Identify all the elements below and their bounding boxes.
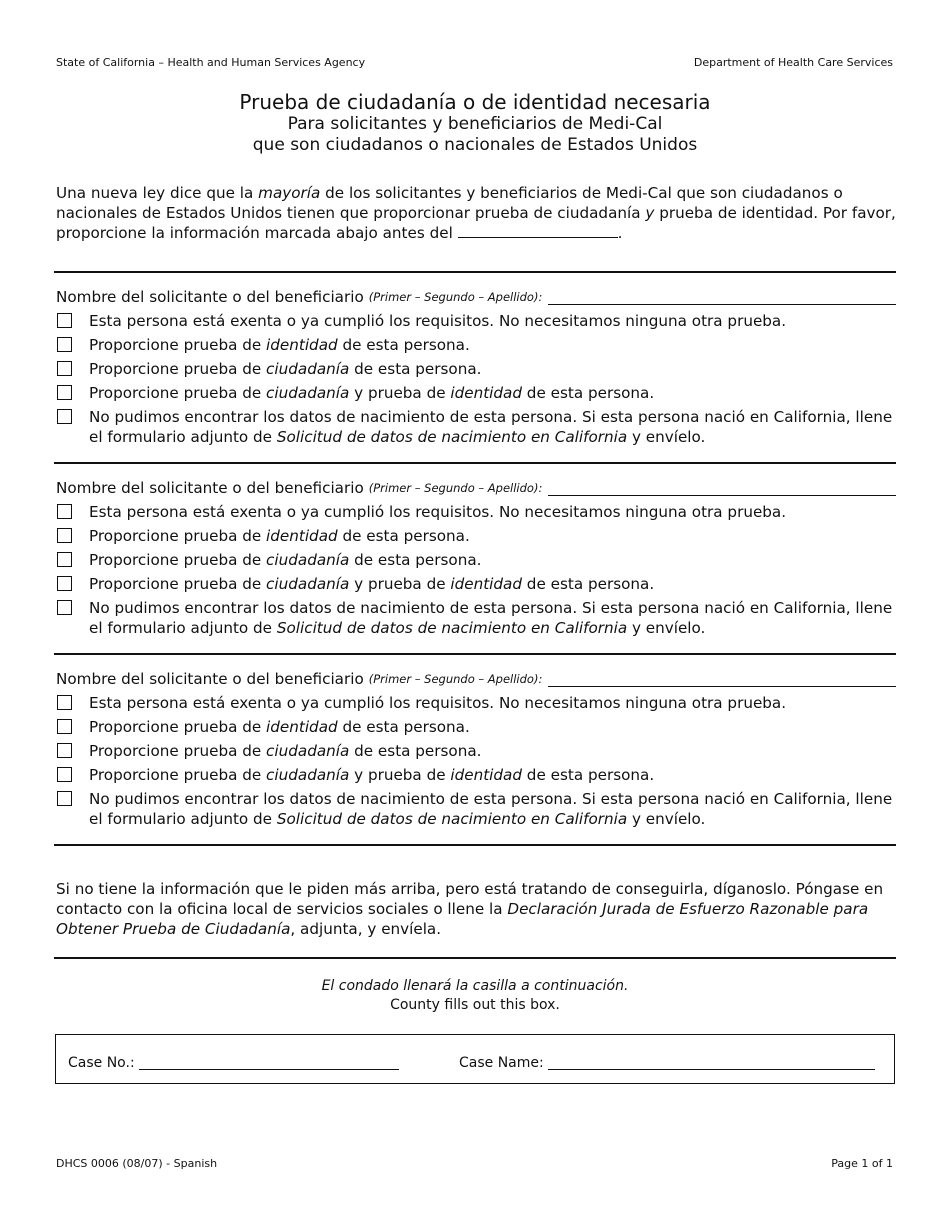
option-emphasis: Solicitud de datos de nacimiento en California (276, 619, 628, 637)
applicant-name-label: Nombre del solicitante o del beneficiario (56, 479, 364, 497)
county-box (55, 1034, 895, 1084)
option-emphasis: identidad (266, 718, 338, 736)
option-emphasis: ciudadanía (266, 742, 350, 760)
applicant-name-field[interactable] (548, 290, 896, 305)
option-citizenship-identity (56, 574, 896, 594)
checkbox[interactable] (57, 767, 72, 782)
title-block (0, 90, 950, 156)
divider (54, 844, 896, 846)
option-identity (56, 526, 896, 546)
checkbox[interactable] (57, 528, 72, 543)
option-text: Proporcione prueba de (89, 766, 267, 784)
applicant-name-row (56, 287, 896, 307)
intro-text: Una nueva ley dice que la (56, 184, 259, 202)
applicant-section-1 (56, 287, 896, 447)
applicant-name-field[interactable] (548, 672, 896, 687)
applicant-name-label: Nombre del solicitante o del beneficiario (56, 288, 364, 306)
option-text: y prueba de (349, 384, 451, 402)
case-name-group (459, 1055, 875, 1071)
option-text: Proporcione prueba de (89, 742, 267, 760)
option-identity (56, 717, 896, 737)
option-text: Proporcione prueba de (89, 527, 267, 545)
case-name-field[interactable] (548, 1055, 875, 1070)
option-text: Esta persona está exenta o ya cumplió los requisitos. No necesitamos ninguna otra prueba. (89, 694, 787, 712)
closing-paragraph (56, 879, 902, 939)
applicant-section-2 (56, 478, 896, 638)
applicant-name-label: Nombre del solicitante o del beneficiario (56, 670, 364, 688)
page-number: Page 1 of 1 (831, 1157, 893, 1170)
option-citizenship (56, 550, 896, 570)
divider (54, 271, 896, 273)
option-text: de esta persona. (337, 718, 470, 736)
deadline-date-field[interactable] (458, 223, 618, 238)
option-text: Proporcione prueba de (89, 336, 267, 354)
page-subtitle-2: que son ciudadanos o nacionales de Estados Unidos (252, 135, 698, 155)
case-number-field[interactable] (139, 1055, 399, 1070)
option-emphasis: identidad (450, 384, 522, 402)
option-exempt (56, 311, 896, 331)
option-text: y envíelo. (627, 810, 706, 828)
option-emphasis: ciudadanía (266, 551, 350, 569)
option-text: Esta persona está exenta o ya cumplió los requisitos. No necesitamos ninguna otra prueba. (89, 503, 787, 521)
option-text: Proporcione prueba de (89, 384, 267, 402)
checkbox[interactable] (57, 361, 72, 376)
option-emphasis: ciudadanía (266, 766, 350, 784)
intro-text: . (617, 224, 623, 242)
county-note-english: County fills out this box. (390, 997, 560, 1013)
option-birth-records (56, 789, 896, 829)
option-text: de esta persona. (337, 527, 470, 545)
option-text: de esta persona. (521, 575, 655, 593)
option-text: No pudimos encontrar los datos de nacimiento de esta persona. Si esta persona nació en California, llene el formulario adjunto de (89, 599, 893, 637)
checkbox[interactable] (57, 504, 72, 519)
option-text: de esta persona. (349, 551, 482, 569)
closing-text: Si no tiene la información que le piden más arriba, pero está tratando de conseguirla, díganoslo. Póngase en contacto con la oficina local de servicios sociales o llene la (56, 880, 884, 918)
checkbox[interactable] (57, 576, 72, 591)
option-text: Esta persona está exenta o ya cumplió los requisitos. No necesitamos ninguna otra prueba. (89, 312, 787, 330)
header-agency: State of California – Health and Human Services Agency (56, 56, 366, 69)
option-birth-records (56, 407, 896, 447)
checkbox[interactable] (57, 791, 72, 806)
option-citizenship-identity (56, 765, 896, 785)
option-exempt (56, 693, 896, 713)
applicant-name-field[interactable] (548, 481, 896, 496)
divider (54, 653, 896, 655)
county-note (0, 977, 950, 1015)
option-text: y envíelo. (627, 619, 706, 637)
applicant-section-3 (56, 669, 896, 829)
checkbox[interactable] (57, 719, 72, 734)
option-birth-records (56, 598, 896, 638)
option-emphasis: Solicitud de datos de nacimiento en California (276, 428, 628, 446)
option-text: de esta persona. (521, 384, 655, 402)
option-text: Proporcione prueba de (89, 718, 267, 736)
option-identity (56, 335, 896, 355)
applicant-name-row (56, 669, 896, 689)
form-id: DHCS 0006 (08/07) - Spanish (56, 1157, 218, 1170)
option-citizenship (56, 741, 896, 761)
option-emphasis: Solicitud de datos de nacimiento en California (276, 810, 628, 828)
closing-emphasis: Declaración Jurada de Esfuerzo Razonable para Obtener Prueba de Ciudadanía (56, 900, 869, 938)
intro-emphasis: mayoría (258, 184, 321, 202)
option-text: y prueba de (349, 766, 451, 784)
option-text: Proporcione prueba de (89, 575, 267, 593)
option-text: de esta persona. (521, 766, 655, 784)
option-text: y prueba de (349, 575, 451, 593)
option-citizenship (56, 359, 896, 379)
checkbox[interactable] (57, 313, 72, 328)
option-exempt (56, 502, 896, 522)
header-department: Department of Health Care Services (693, 56, 893, 69)
case-number-group (68, 1055, 399, 1071)
checkbox[interactable] (57, 695, 72, 710)
option-emphasis: identidad (266, 527, 338, 545)
checkbox[interactable] (57, 409, 72, 424)
option-emphasis: ciudadanía (266, 360, 350, 378)
applicant-name-hint: (Primer – Segundo – Apellido): (368, 672, 543, 686)
intro-text: prueba de identidad. Por favor, proporcione la información marcada abajo antes del (56, 204, 896, 242)
checkbox[interactable] (57, 743, 72, 758)
intro-emphasis: y (645, 204, 655, 222)
option-text: y envíelo. (627, 428, 706, 446)
option-emphasis: identidad (266, 336, 338, 354)
applicant-name-hint: (Primer – Segundo – Apellido): (368, 290, 543, 304)
divider (54, 957, 896, 959)
option-text: Proporcione prueba de (89, 551, 267, 569)
divider (54, 462, 896, 464)
option-text: Proporcione prueba de (89, 360, 267, 378)
option-emphasis: identidad (450, 575, 522, 593)
checkbox[interactable] (57, 385, 72, 400)
applicant-name-hint: (Primer – Segundo – Apellido): (368, 481, 543, 495)
checkbox[interactable] (57, 337, 72, 352)
intro-text: de los solicitantes y beneficiarios de Medi-Cal que son ciudadanos o nacionales de Estados Unidos tienen que proporcionar prueba de ciudadanía (56, 184, 843, 222)
checkbox[interactable] (57, 600, 72, 615)
option-text: No pudimos encontrar los datos de nacimiento de esta persona. Si esta persona nació en California, llene el formulario adjunto de (89, 790, 893, 828)
option-emphasis: ciudadanía (266, 575, 350, 593)
applicant-name-row (56, 478, 896, 498)
closing-text: , adjunta, y envíela. (290, 920, 442, 938)
option-citizenship-identity (56, 383, 896, 403)
checkbox[interactable] (57, 552, 72, 567)
option-text: de esta persona. (349, 742, 482, 760)
option-emphasis: ciudadanía (266, 384, 350, 402)
option-text: No pudimos encontrar los datos de nacimiento de esta persona. Si esta persona nació en California, llene el formulario adjunto de (89, 408, 893, 446)
option-text: de esta persona. (349, 360, 482, 378)
page-title: Prueba de ciudadanía o de identidad necesaria (239, 90, 711, 114)
case-number-label: Case No.: (68, 1055, 135, 1071)
option-emphasis: identidad (450, 766, 522, 784)
page-subtitle-1: Para solicitantes y beneficiarios de Medi-Cal (287, 114, 663, 134)
intro-paragraph (56, 183, 902, 243)
case-name-label: Case Name: (459, 1055, 544, 1071)
county-note-spanish: El condado llenará la casilla a continuación. (321, 978, 629, 994)
option-text: de esta persona. (337, 336, 470, 354)
